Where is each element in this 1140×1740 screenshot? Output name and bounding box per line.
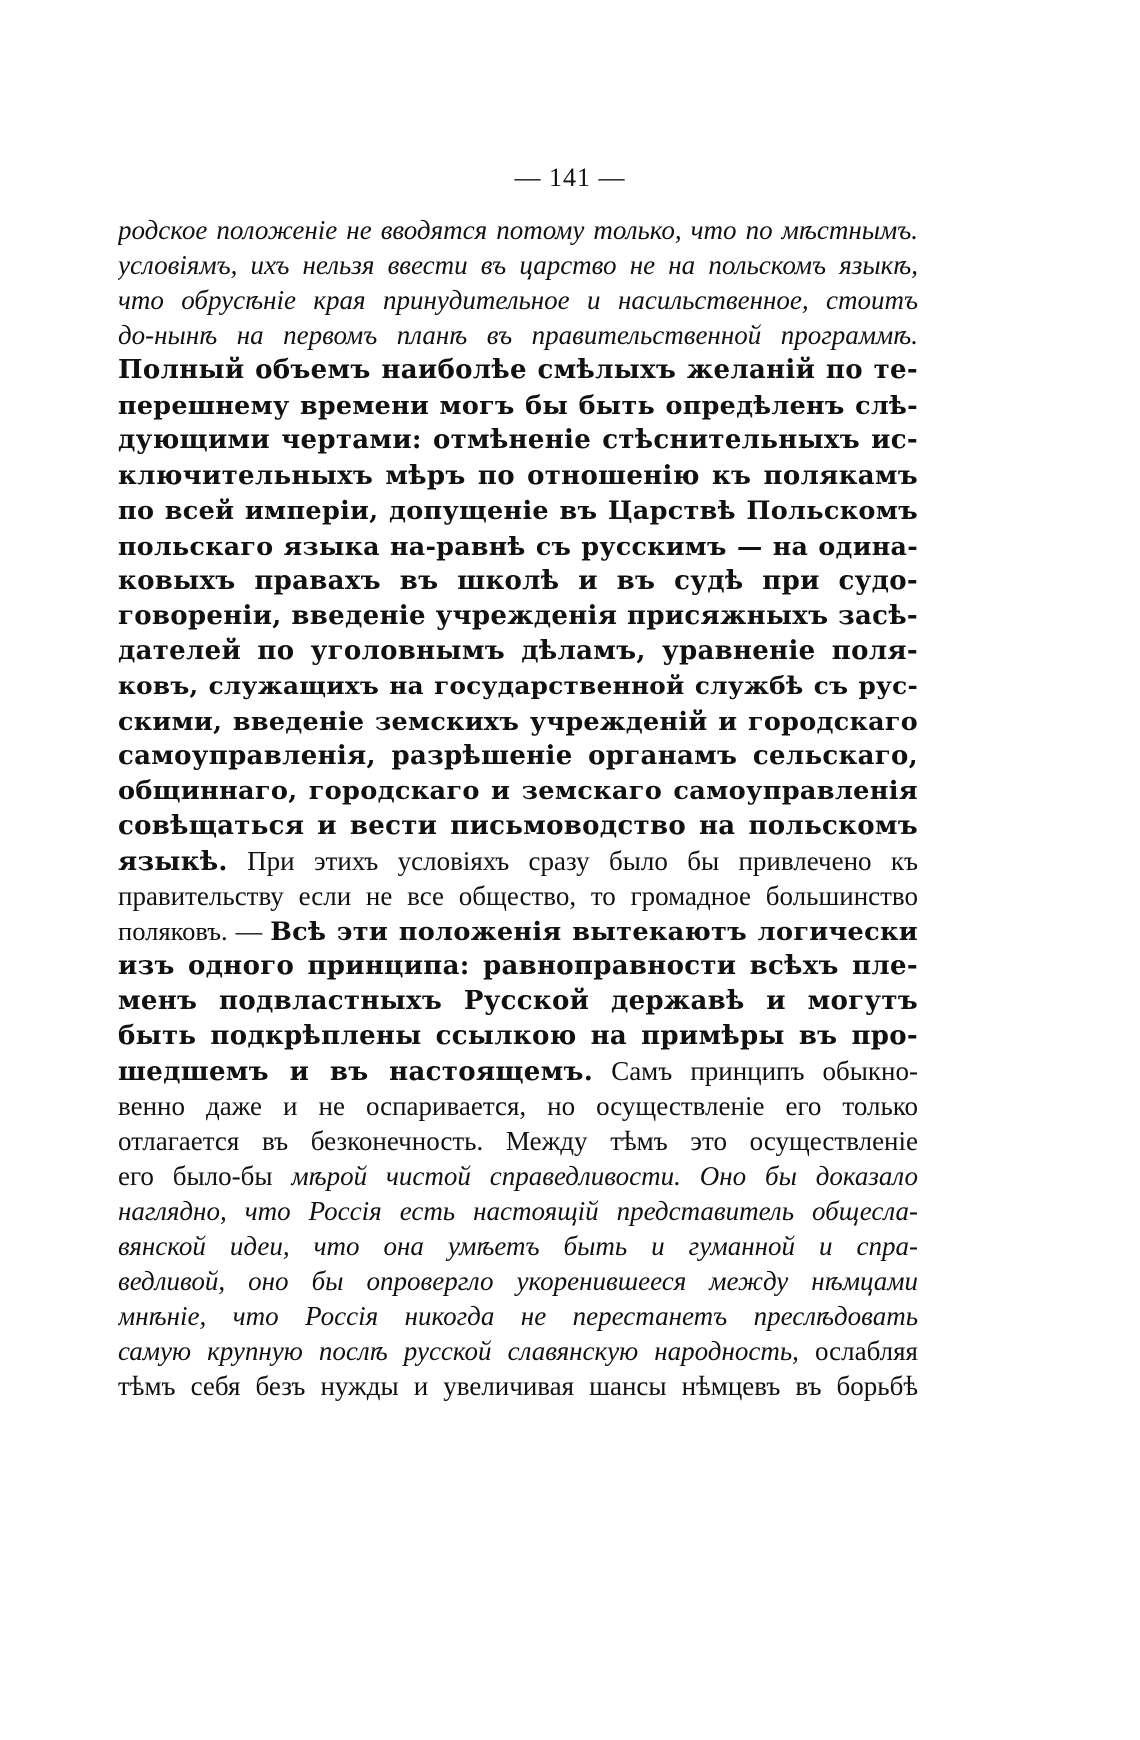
text-segment: венно даже и не оспаривается, но осуществленіе его только <box>118 1091 918 1121</box>
text-line <box>118 1158 918 1194</box>
text-line <box>118 247 918 283</box>
text-line <box>118 282 918 318</box>
text-line <box>118 878 918 914</box>
text-segment: дателей по уголовнымъ дѣламъ, уравненіе поля- <box>118 636 918 666</box>
text-segment: совѣщаться и вести письмоводство на польскомъ <box>118 811 918 841</box>
text-segment: вянской идеи, что она умѣетъ быть и гуманной и спра- <box>118 1231 918 1261</box>
text-segment: правительству если не все общество, то громадное большинство <box>118 881 918 911</box>
text-line <box>118 948 918 984</box>
page-number: — 141 — <box>514 163 626 192</box>
text-line <box>118 458 918 494</box>
text-line <box>118 1018 918 1054</box>
text-segment: менъ подвластныхъ Русской державѣ и могутъ <box>118 986 918 1016</box>
text-line <box>118 1193 918 1229</box>
text-line <box>118 668 918 704</box>
text-line <box>118 1333 918 1369</box>
text-segment: дующими чертами: отмѣненіе стѣснительныхъ ис- <box>118 425 918 455</box>
text-line <box>118 387 918 423</box>
text-segment: языкѣ. <box>118 847 228 877</box>
text-line <box>118 317 918 353</box>
text-line <box>118 212 918 248</box>
text-segment: ведливой, оно бы опровергло укоренившееся между нѣмцами <box>118 1266 918 1296</box>
text-segment: Всѣ эти положенія вытекаютъ логически <box>270 917 918 947</box>
text-line <box>118 493 918 529</box>
text-line <box>118 913 918 949</box>
text-line <box>118 1298 918 1334</box>
text-segment: самоуправленія, разрѣшеніе органамъ сельскаго, <box>118 741 918 771</box>
text-segment: ослабляя <box>798 1336 918 1366</box>
text-segment: наглядно, что Россія есть настоящій представитель общесла- <box>118 1196 918 1226</box>
text-line <box>118 1368 918 1404</box>
text-segment: общиннаго, городскаго и земскаго самоуправленія <box>118 776 918 806</box>
text-segment: перешнему времени могъ бы быть опредѣленъ слѣ- <box>118 390 918 420</box>
text-segment: изъ одного принципа: равноправности всѣхъ пле- <box>118 951 918 981</box>
text-line <box>118 983 918 1019</box>
text-line <box>118 1088 918 1124</box>
text-line <box>118 633 918 669</box>
text-segment: самую крупную послѣ русской славянскую народность, <box>118 1336 799 1366</box>
text-segment: Самъ принципъ обыкно- <box>593 1056 918 1086</box>
text-segment: условіямъ, ихъ нельзя ввести въ царство не на польскомъ языкѣ, <box>118 250 918 280</box>
text-line <box>118 843 918 879</box>
text-line <box>118 528 918 564</box>
text-segment: быть подкрѣплены ссылкою на примѣры въ про- <box>118 1021 918 1051</box>
text-segment: ковыхъ правахъ въ школѣ и въ судѣ при судо- <box>118 566 918 596</box>
text-segment: мѣрой чистой справедливости. Оно бы доказало <box>291 1161 918 1191</box>
text-segment: тѣмъ себя безъ нужды и увеличивая шансы нѣмцевъ въ борьбѣ <box>118 1371 918 1401</box>
text-segment: При этихъ условіяхъ сразу было бы привлечено къ <box>227 846 918 876</box>
text-segment: по всей имперіи, допущеніе въ Царствѣ Польскомъ <box>118 496 918 526</box>
text-segment: отлагается въ безконечность. Между тѣмъ это осуществленіе <box>118 1126 918 1156</box>
text-segment: говореніи, введеніе учрежденія присяжныхъ засѣ- <box>118 601 918 631</box>
text-line <box>118 563 918 599</box>
text-segment: родское положеніе не вводятся потому только, что по мѣстнымъ. <box>118 215 918 245</box>
text-segment: мнѣніе, что Россія никогда не перестанетъ преслѣдовать <box>118 1301 918 1331</box>
text-line <box>118 808 918 844</box>
text-line <box>118 1228 918 1264</box>
text-segment: до-нынѣ на первомъ планѣ въ правительственной программѣ. <box>118 320 918 350</box>
text-segment: скими, введеніе земскихъ учрежденій и городскаго <box>118 706 918 736</box>
text-line <box>118 1053 918 1089</box>
text-line <box>118 773 918 809</box>
text-segment: поляковъ. — <box>118 916 271 946</box>
text-segment: его было-бы <box>118 1161 292 1191</box>
text-line <box>118 352 918 388</box>
text-segment: Полный объемъ наиболѣе смѣлыхъ желаній по те- <box>118 355 918 385</box>
text-segment: ключительныхъ мѣръ по отношенію къ полякамъ <box>118 461 918 491</box>
text-segment: польскаго языка на-равнѣ съ русскимъ — на одина- <box>118 531 918 561</box>
text-line <box>118 422 918 458</box>
text-segment: что обрусѣніе края принудительное и насильственное, стоитъ <box>118 285 918 315</box>
text-segment: ковъ, служащихъ на государственной службѣ съ рус- <box>118 671 918 700</box>
text-line <box>118 1123 918 1159</box>
text-line <box>118 703 918 739</box>
text-line <box>118 1263 918 1299</box>
text-segment: шедшемъ и въ настоящемъ. <box>118 1057 594 1087</box>
text-line <box>118 598 918 634</box>
text-line <box>118 738 918 774</box>
